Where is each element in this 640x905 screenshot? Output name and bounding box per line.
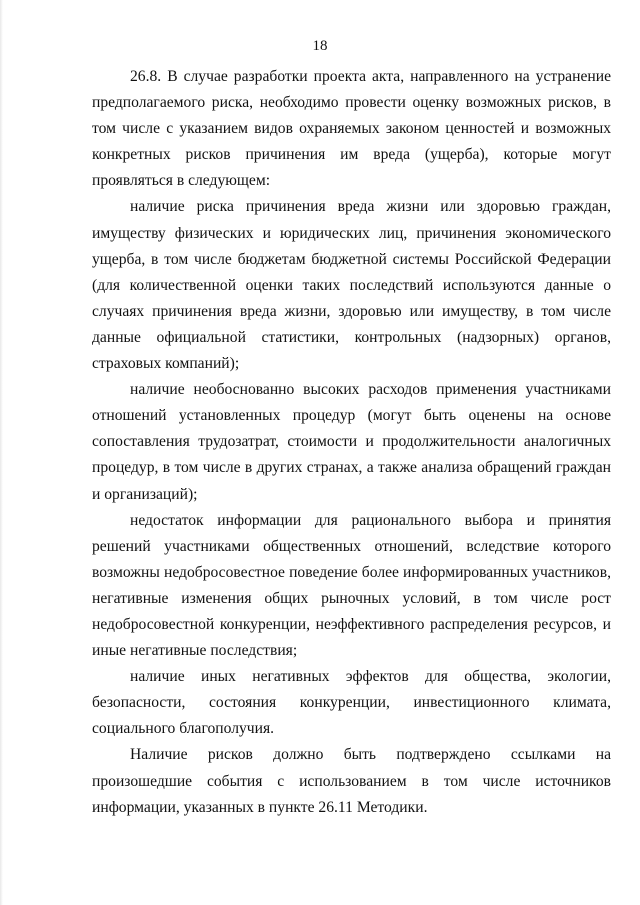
paragraph-information-lack: недостаток информации для рационального выбора и принятия решений участниками общественных отношений, вследствие которого возможны недобросовестное поведение более информированных участников, негативные изменения общих рыночных условий, в том числе рост недобросовестной конкуренции, неэффективного распределения ресурсов, и иные негативные последствия; (92, 511, 611, 660)
page-number: 18 (312, 38, 328, 54)
paragraph-26-8: 26.8. В случае разработки проекта акта, направленного на устранение предполагаемого риска, необходимо провести оценку возможных рисков, в том числе с указанием видов охраняемых законом ценностей и возможных конкретных рисков причинения им вреда (ущерба), которые могут проявляться в следующем: (92, 68, 611, 190)
document-body (92, 64, 611, 821)
scan-edge-shadow (0, 0, 3, 905)
paragraph-risk-confirmation: Наличие рисков должно быть подтверждено ссылками на произошедшие события с использованием в том числе источников информации, указанных в пункте 26.11 Методики. (92, 746, 611, 816)
paragraph-negative-effects: наличие иных негативных эффектов для общества, экологии, безопасности, состояния конкуренции, инвестиционного климата, социального благополучия. (92, 668, 611, 738)
paragraph-risk-harm: наличие риска причинения вреда жизни или здоровью граждан, имуществу физических и юридических лиц, причинения экономического ущерба, в том числе бюджетам бюджетной системы Российской Федерации (для количественной оценки таких последствий используются данные о случаях причинения вреда жизни, здоровью или имуществу, в том числе данные официальной статистики, контрольных (надзорных) органов, страховых компаний); (92, 198, 611, 373)
paragraph-excessive-costs: наличие необоснованно высоких расходов применения участниками отношений установленных процедур (могут быть оценены на основе сопоставления трудозатрат, стоимости и продолжительности аналогичных процедур, в том числе в других странах, а также анализа обращений граждан и организаций); (92, 381, 611, 503)
